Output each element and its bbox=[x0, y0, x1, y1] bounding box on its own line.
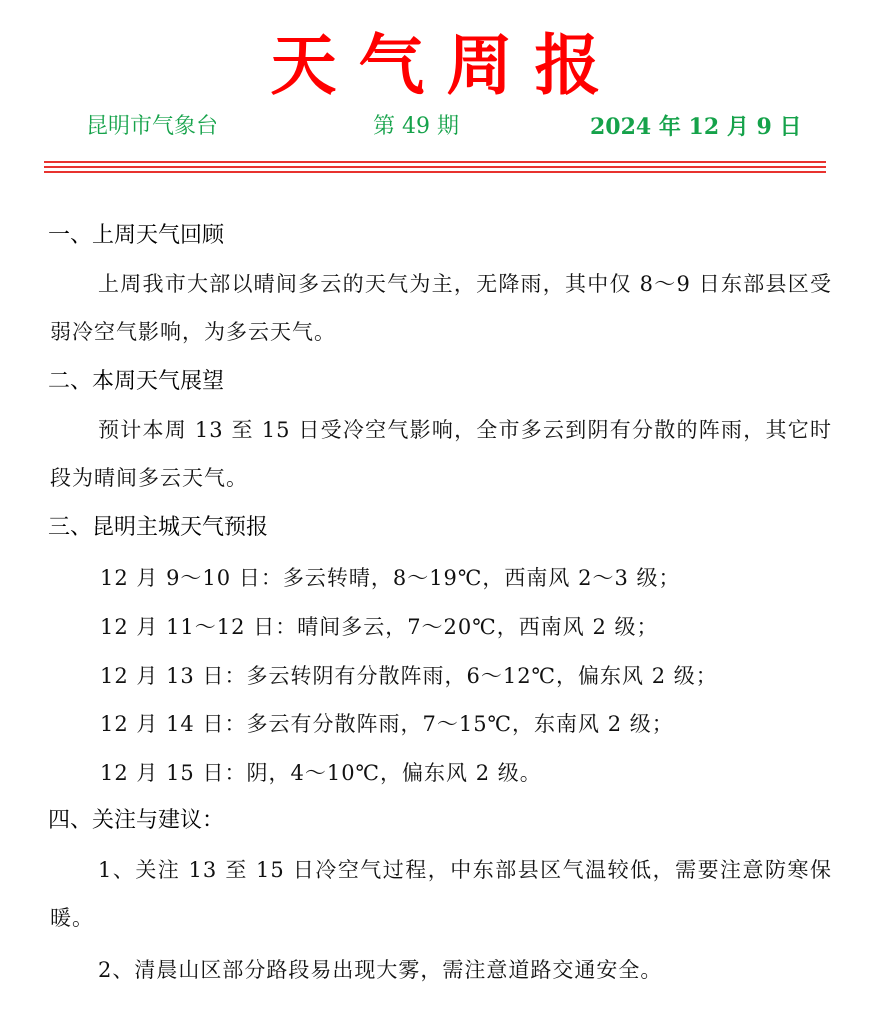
section-heading-advice: 四、关注与建议： bbox=[48, 808, 225, 833]
header-divider-top bbox=[44, 161, 826, 163]
section-heading-city-forecast: 三、昆明主城天气预报 bbox=[48, 515, 269, 540]
forecast-line-dec-9-10: 12 月 9～10 日：多云转晴，8～19℃，西南风 2～3 级； bbox=[100, 566, 681, 590]
issue-number: 第 49 期 bbox=[373, 114, 459, 139]
issue-date: 2024 年 12 月 9 日 bbox=[590, 114, 802, 140]
last-week-review-paragraph: 上周我市大部以晴间多云的天气为主，无降雨，其中仅 8～9 日东部县区受弱冷空气影响，为多云天气。 bbox=[50, 272, 832, 344]
forecast-line-dec-14: 12 月 14 日：多云有分散阵雨，7～15℃，东南风 2 级； bbox=[100, 712, 674, 736]
this-week-outlook-paragraph: 预计本周 13 至 15 日受冷空气影响，全市多云到阴有分散的阵雨，其它时段为晴间多云天气。 bbox=[50, 418, 832, 490]
header-divider-bottom bbox=[44, 171, 826, 173]
advice-item-fog: 2、清晨山区部分路段易出现大雾，需注意道路交通安全。 bbox=[98, 958, 663, 982]
header-divider-middle bbox=[44, 166, 826, 168]
forecast-line-dec-13: 12 月 13 日：多云转阴有分散阵雨，6～12℃，偏东风 2 级； bbox=[100, 664, 718, 688]
report-title: 天气周报 bbox=[270, 27, 623, 104]
section-heading-last-week: 一、上周天气回顾 bbox=[48, 223, 225, 248]
advice-item-cold-air: 1、关注 13 至 15 日冷空气过程，中东部县区气温较低，需要注意防寒保暖。 bbox=[50, 858, 832, 930]
forecast-line-dec-15: 12 月 15 日：阴，4～10℃，偏东风 2 级。 bbox=[100, 761, 542, 785]
issuing-organization: 昆明市气象台 bbox=[86, 114, 219, 139]
section-heading-this-week: 二、本周天气展望 bbox=[48, 369, 225, 394]
forecast-line-dec-11-12: 12 月 11～12 日：晴间多云，7～20℃，西南风 2 级； bbox=[100, 615, 659, 639]
